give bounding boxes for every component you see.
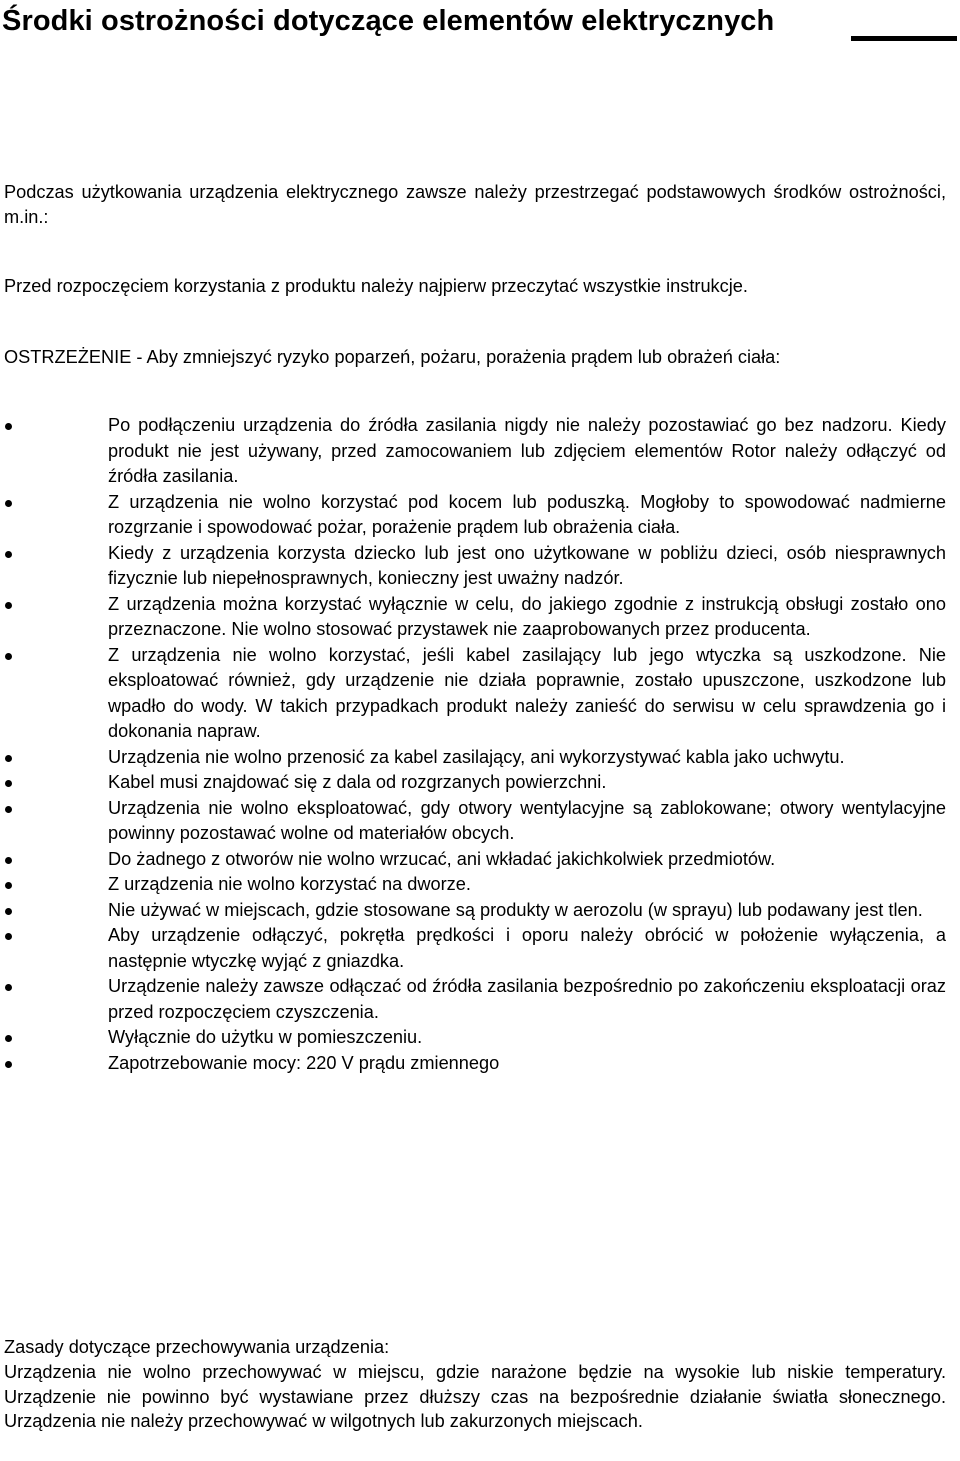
- precaution-item: [0, 847, 946, 873]
- precaution-item: [0, 643, 946, 745]
- precaution-text: Urządzenie należy zawsze odłączać od źródła zasilania bezpośrednio po zakończeniu eksploatacji oraz przed rozpoczęciem czyszczenia.: [108, 976, 946, 1022]
- bullet-point-icon: [5, 780, 12, 787]
- bullet-point-icon: [5, 857, 12, 864]
- bullet-point-icon: [5, 755, 12, 762]
- precaution-item: [0, 541, 946, 592]
- document-title: Środki ostrożności dotyczące elementów elektrycznych: [2, 5, 775, 37]
- precaution-text: Zapotrzebowanie mocy: 220 V prądu zmiennego: [108, 1052, 500, 1073]
- bullet-point-icon: [5, 882, 12, 889]
- precaution-item: [0, 872, 946, 898]
- title-underline: [851, 36, 957, 41]
- precaution-text: Z urządzenia nie wolno korzystać na dworze.: [108, 874, 471, 894]
- bullet-point-icon: [5, 653, 12, 660]
- precaution-item: [0, 745, 946, 771]
- precautions-list: [0, 413, 960, 1076]
- precaution-item: [0, 796, 946, 847]
- bullet-point-icon: [5, 908, 12, 915]
- precaution-text: Z urządzenia nie wolno korzystać pod kocem lub poduszką. Mogłoby to spowodować nadmierne rozgrzanie i spowodować pożar, porażenie prądem lub obrażenia ciała.: [108, 491, 946, 537]
- bullet-point-icon: [5, 500, 12, 507]
- precaution-item: [0, 490, 946, 541]
- precaution-item: [0, 923, 946, 974]
- bullet-point-icon: [5, 1061, 12, 1068]
- precaution-item: [0, 1025, 946, 1051]
- precaution-text: Wyłącznie do użytku w pomieszczeniu.: [108, 1027, 423, 1047]
- bullet-point-icon: [5, 602, 12, 609]
- bullet-point-icon: [5, 933, 12, 940]
- precaution-text: Po podłączeniu urządzenia do źródła zasilania nigdy nie należy pozostawiać go bez nadzoru. Kiedy produkt nie jest używany, przed zamocowaniem lub zdjęciem elementów Rotor należy odłączyć od źródła zasilania.: [108, 415, 946, 486]
- storage-paragraph: Urządzenia nie wolno przechowywać w miejscu, gdzie narażone będzie na wysokie lub niskie temperatury. Urządzenie nie powinno być wystawiane przez dłuższy czas na bezpośrednie działanie światła słonecznego. Urządzenia nie należy przechowywać w wilgotnych lub zakurzonych miejscach.: [4, 1362, 946, 1431]
- precaution-item: [0, 898, 946, 924]
- precaution-text: Do żadnego z otworów nie wolno wrzucać, ani wkładać jakichkolwiek przedmiotów.: [108, 848, 776, 869]
- bullet-point-icon: [5, 806, 12, 813]
- precaution-item: [0, 974, 946, 1025]
- warning-paragraph: OSTRZEŻENIE - Aby zmniejszyć ryzyko poparzeń, pożaru, porażenia prądem lub obrażeń ciała:: [4, 347, 781, 367]
- precaution-item: [0, 1051, 946, 1077]
- precaution-text: Urządzenia nie wolno eksploatować, gdy otwory wentylacyjne są zablokowane; otwory wentylacyjne powinny pozostawać wolne od materiałów obcych.: [108, 797, 946, 843]
- precaution-text: Kabel musi znajdować się z dala od rozgrzanych powierzchni.: [108, 772, 607, 792]
- precaution-text: Nie używać w miejscach, gdzie stosowane są produkty w aerozolu (w sprayu) lub podawany jest tlen.: [108, 899, 923, 920]
- bullet-point-icon: [5, 1035, 12, 1042]
- precaution-item: [0, 592, 946, 643]
- precaution-text: Z urządzenia nie wolno korzystać, jeśli kabel zasilający lub jego wtyczka są uszkodzone. Nie eksploatować również, gdy urządzenie nie działa poprawnie, zostało upuszczone, uszkodzone lub wpadło do wody. W takich przypadkach produkt należy zanieść do serwisu w celu sprawdzenia go i dokonania napraw.: [108, 644, 946, 741]
- intro-paragraph: Podczas użytkowania urządzenia elektrycznego zawsze należy przestrzegać podstawowych środków ostrożności, m.in.:: [4, 182, 946, 227]
- precaution-text: Z urządzenia można korzystać wyłącznie w celu, do jakiego zgodnie z instrukcją obsługi zostało ono przeznaczone. Nie wolno stosować przystawek nie zaaprobowanych przez producenta.: [108, 593, 946, 639]
- bullet-point-icon: [5, 984, 12, 991]
- precaution-item: [0, 413, 946, 490]
- storage-heading: Zasady dotyczące przechowywania urządzenia:: [4, 1337, 390, 1357]
- read-instructions-paragraph: Przed rozpoczęciem korzystania z produktu należy najpierw przeczytać wszystkie instrukcje.: [4, 276, 748, 296]
- precaution-text: Urządzenia nie wolno przenosić za kabel zasilający, ani wykorzystywać kabla jako uchwytu.: [108, 746, 845, 767]
- bullet-point-icon: [5, 423, 12, 430]
- bullet-point-icon: [5, 551, 12, 558]
- precaution-text: Aby urządzenie odłączyć, pokrętła prędkości i oporu należy obrócić w położenie wyłączenia, a następnie wtyczkę wyjąć z gniazdka.: [108, 925, 946, 971]
- precaution-item: [0, 770, 946, 796]
- precaution-text: Kiedy z urządzenia korzysta dziecko lub jest ono użytkowane w pobliżu dzieci, osób niesprawnych fizycznie lub niepełnosprawnych, konieczny jest uważny nadzór.: [108, 542, 946, 588]
